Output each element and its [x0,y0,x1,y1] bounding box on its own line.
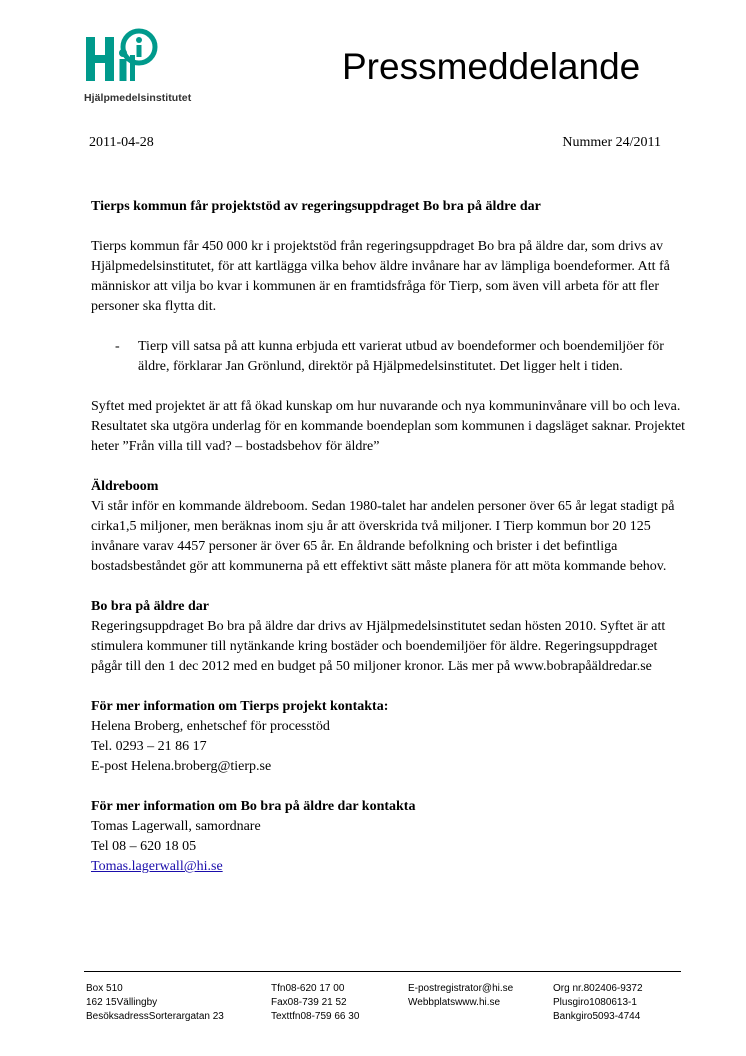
section-body-bo-bra: Regeringsuppdraget Bo bra på äldre dar drivs av Hjälpmedelsinstitutet sedan hösten 2010. Syftet är att stimulera kommuner till nytänkande kring bostäder och boendemiljöer för äldre. Regeringsuppdraget pågår till den 1 dec 2012 med en budget på 50 miljoner kronor. Läs mer på www.bobrapåäldredar.se [91,619,666,674]
footer-phones [271,982,359,1024]
footer-line: Box 510 [86,983,123,994]
article-headline: Tierps kommun får projektstöd av regeringsuppdraget Bo bra på äldre dar [91,199,541,214]
footer-line: 162 15Vällingby [86,997,158,1008]
quote-text: Tierp vill satsa på att kunna erbjuda ett varierat utbud av boendeformer och boendemiljöer för äldre, förklarar Jan Grönlund, direktör på Hjälpmedelsinstitutet. Det ligger helt i tiden. [138,339,664,374]
footer-line: BesöksadressSorterargatan 23 [86,1011,224,1022]
footer-line: Bankgiro5093-4744 [553,1011,641,1022]
footer-line: Webbplatswww.hi.se [408,997,501,1008]
footer-line: Plusgiro1080613-1 [553,997,637,1008]
section-heading-bo-bra: Bo bra på äldre dar [91,599,209,614]
contact-bo-bra-phone: Tel 08 – 620 18 05 [91,839,197,854]
footer-line: Org nr.802406-9372 [553,983,643,994]
section-body-aldreboom: Vi står inför en kommande äldreboom. Sedan 1980-talet har andelen personer över 65 år legat stadigt på cirka1,5 miljoner, men beräknas inom sju år att överskrida två miljoner. I Tierp kommun bor 20 125 invånare varav 4457 personer är över 65 år. En åldrande befolkning och brister i det befintliga bostadsbeståndet gör att kommunerna på ett effektivt sätt måste planera för att möta kommande behov. [91,499,675,574]
hi-logo [84,25,204,107]
release-date: 2011-04-28 [89,135,154,150]
quote-paragraph [91,337,686,377]
contact-tierp-name: Helena Broberg, enhetschef för processtöd [91,719,330,734]
release-number: Nummer 24/2011 [562,135,661,150]
contact-bo-bra-email-link[interactable]: Tomas.lagerwall@hi.se [91,859,223,874]
contact-tierp-email: E-post Helena.broberg@tierp.se [91,759,272,774]
logo-text: Hjälpmedelsinstitutet [84,92,192,104]
quote-dash: - [115,339,120,354]
footer-web [408,982,513,1010]
intro-paragraph: Tierps kommun får 450 000 kr i projektstöd från regeringsuppdraget Bo bra på äldre dar, som drivs av Hjälpmedelsinstitutet, för att kartlägga vilka behov äldre invånare har av lämpliga boendeformer. Att få människor att vilja bo kvar i kommunen är en framtidsfråga för Tierp, som även vill arbeta för att fler personer ska flytta dit. [91,239,670,314]
section-heading-aldreboom: Äldreboom [91,479,159,494]
contact-bo-bra [91,797,686,877]
footer-banking [553,982,643,1024]
article-body [91,197,686,897]
footer-divider [84,971,681,972]
footer-line: Texttfn08-759 66 30 [271,1011,360,1022]
contact-tierp-heading: För mer information om Tierps projekt kontakta: [91,699,389,714]
contact-bo-bra-heading: För mer information om Bo bra på äldre dar kontakta [91,799,416,814]
section-bo-bra [91,597,686,677]
footer-line: E-postregistrator@hi.se [408,983,514,994]
hi-logo-mark-icon [84,25,164,89]
document-title: Pressmeddelande [342,46,641,87]
footer-address [86,982,224,1024]
footer-line: Fax08-739 21 52 [271,997,347,1008]
section-aldreboom [91,477,686,577]
contact-tierp-phone: Tel. 0293 – 21 86 17 [91,739,207,754]
purpose-paragraph: Syftet med projektet är att få ökad kunskap om hur nuvarande och nya kommuninvånare vill bo och leva. Resultatet ska utgöra underlag för en kommande boendeplan som kommunen i dagsläget saknar. Projektet heter ”Från villa till vad? – bostadsbehov för äldre” [91,399,686,454]
contact-bo-bra-name: Tomas Lagerwall, samordnare [91,819,261,834]
contact-tierp [91,697,686,777]
footer-line: Tfn08-620 17 00 [271,983,345,994]
